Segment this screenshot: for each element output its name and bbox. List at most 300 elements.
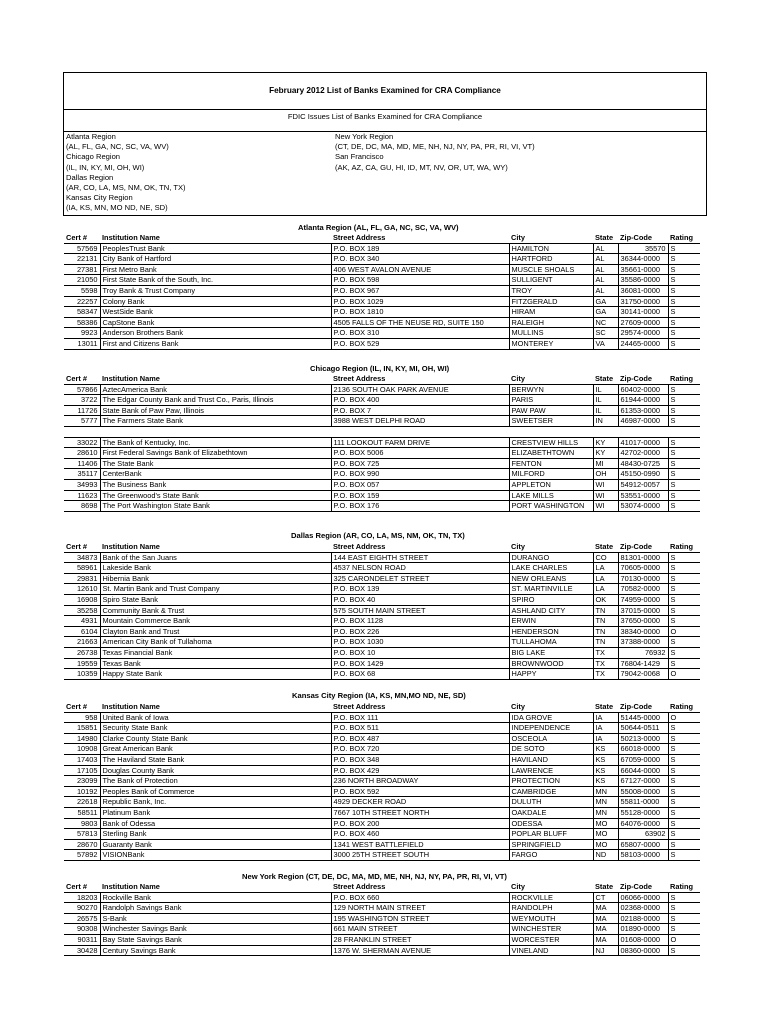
column-header-zip: Zip-Code bbox=[620, 702, 653, 711]
cell-name: Texas Financial Bank bbox=[100, 647, 331, 658]
cell-name: Winchester Savings Bank bbox=[100, 924, 331, 935]
cell-city: ST. MARTINVILLE bbox=[509, 584, 593, 595]
cell-city: PROTECTION bbox=[509, 776, 593, 787]
column-header-zip: Zip-Code bbox=[620, 542, 653, 551]
region-line: (AR, CO, LA, MS, NM, OK, TN, TX) bbox=[66, 183, 186, 193]
cell-city: LAWRENCE bbox=[509, 765, 593, 776]
cell-name: Happy State Bank bbox=[100, 669, 331, 680]
column-header-zip: Zip-Code bbox=[620, 233, 653, 242]
cell-zip: 79042-0068 bbox=[618, 669, 668, 680]
cell-rating: O bbox=[668, 712, 700, 723]
cell-state: MO bbox=[593, 839, 618, 850]
cell-state: AL bbox=[593, 243, 618, 254]
table-header-row bbox=[64, 882, 700, 892]
cell-cert: 23099 bbox=[64, 776, 100, 787]
cell-name: Rockville Bank bbox=[100, 892, 331, 903]
column-header-state: State bbox=[595, 542, 614, 551]
table-row bbox=[64, 637, 700, 648]
cell-zip: 01608-0000 bbox=[618, 934, 668, 945]
cell-name: The Edgar County Bank and Trust Co., Paris, Illinois bbox=[100, 395, 331, 406]
cell-rating: S bbox=[668, 437, 700, 448]
cell-zip: 37388-0000 bbox=[618, 637, 668, 648]
section-title: Dallas Region (AR, CO, LA, MS, NM, OK, TN, TX) bbox=[291, 531, 465, 540]
cell-street: 144 EAST EIGHTH STREET bbox=[331, 552, 509, 563]
cell-name: American City Bank of Tullahoma bbox=[100, 637, 331, 648]
cell-name: PeoplesTrust Bank bbox=[100, 243, 331, 254]
cell-cert: 22131 bbox=[64, 254, 100, 265]
cell-street: 4537 NELSON ROAD bbox=[331, 563, 509, 574]
cell-rating: S bbox=[668, 285, 700, 296]
cell-cert: 27381 bbox=[64, 264, 100, 275]
column-header-street: Street Address bbox=[333, 882, 386, 891]
cell-street: P.O. BOX 529 bbox=[331, 338, 509, 349]
cell-state: MN bbox=[593, 797, 618, 808]
cell-zip: 70605-0000 bbox=[618, 563, 668, 574]
column-header-street: Street Address bbox=[333, 542, 386, 551]
cell-state: AL bbox=[593, 285, 618, 296]
cell-city: MILFORD bbox=[509, 469, 593, 480]
cell-city: POPLAR BLUFF bbox=[509, 829, 593, 840]
cell-street: 3000 25TH STREET SOUTH bbox=[331, 850, 509, 861]
cell-street: 3988 WEST DELPHI ROAD bbox=[331, 416, 509, 427]
cell-state: TX bbox=[593, 658, 618, 669]
cell-name: Texas Bank bbox=[100, 658, 331, 669]
cell-street: 325 CARONDELET STREET bbox=[331, 573, 509, 584]
cell-zip: 36081-0000 bbox=[618, 285, 668, 296]
cell-cert: 5598 bbox=[64, 285, 100, 296]
cell-street: P.O. BOX 429 bbox=[331, 765, 509, 776]
cell-cert: 10359 bbox=[64, 669, 100, 680]
table-row bbox=[64, 338, 700, 349]
column-header-state: State bbox=[595, 882, 614, 891]
cell-state: KY bbox=[593, 448, 618, 459]
cell-state: WI bbox=[593, 490, 618, 501]
table-row bbox=[64, 626, 700, 637]
cell-zip: 76932 bbox=[618, 647, 668, 658]
table-row bbox=[64, 903, 700, 914]
cell-street: P.O. BOX 40 bbox=[331, 594, 509, 605]
cell-name: First Metro Bank bbox=[100, 264, 331, 275]
cell-zip: 38340-0000 bbox=[618, 626, 668, 637]
table-row bbox=[64, 328, 700, 339]
table-row bbox=[64, 469, 700, 480]
cell-rating: S bbox=[668, 776, 700, 787]
column-header-city: City bbox=[511, 702, 525, 711]
cell-rating: S bbox=[668, 892, 700, 903]
cell-rating: S bbox=[668, 850, 700, 861]
cell-zip: 06066-0000 bbox=[618, 892, 668, 903]
cell-city: OSCEOLA bbox=[509, 733, 593, 744]
cell-zip: 76804-1429 bbox=[618, 658, 668, 669]
cell-cert: 13011 bbox=[64, 338, 100, 349]
cell-city: ODESSA bbox=[509, 818, 593, 829]
cell-name: VISIONBank bbox=[100, 850, 331, 861]
cell-zip: 29574-0000 bbox=[618, 328, 668, 339]
cell-street: 575 SOUTH MAIN STREET bbox=[331, 605, 509, 616]
cell-street: P.O. BOX 990 bbox=[331, 469, 509, 480]
cell-state: MA bbox=[593, 903, 618, 914]
cell-zip: 02188-0000 bbox=[618, 913, 668, 924]
cell-name: Bank of Odessa bbox=[100, 818, 331, 829]
cell-cert: 18203 bbox=[64, 892, 100, 903]
cell-rating: S bbox=[668, 744, 700, 755]
bank-table bbox=[64, 233, 700, 350]
cell-street: 7667 10TH STREET NORTH bbox=[331, 807, 509, 818]
column-header-cert: Cert # bbox=[66, 233, 87, 242]
cell-street: P.O. BOX 1128 bbox=[331, 616, 509, 627]
cell-name: Guaranty Bank bbox=[100, 839, 331, 850]
cell-state: GA bbox=[593, 307, 618, 318]
table-row bbox=[64, 924, 700, 935]
table-row bbox=[64, 658, 700, 669]
column-header-city: City bbox=[511, 374, 525, 383]
cell-city: BIG LAKE bbox=[509, 647, 593, 658]
table-row bbox=[64, 395, 700, 406]
cell-street: 4929 DECKER ROAD bbox=[331, 797, 509, 808]
table-row bbox=[64, 416, 700, 427]
cell-zip: 66044-0000 bbox=[618, 765, 668, 776]
cell-street: P.O. BOX 139 bbox=[331, 584, 509, 595]
cell-city: HIRAM bbox=[509, 307, 593, 318]
cell-state: KS bbox=[593, 765, 618, 776]
cell-state: OK bbox=[593, 594, 618, 605]
cell-city: SPIRO bbox=[509, 594, 593, 605]
cell-state: VA bbox=[593, 338, 618, 349]
cell-zip: 30141-0000 bbox=[618, 307, 668, 318]
cell-name: City Bank of Hartford bbox=[100, 254, 331, 265]
cell-zip: 67127-0000 bbox=[618, 776, 668, 787]
cell-rating: S bbox=[668, 733, 700, 744]
cell-cert: 57892 bbox=[64, 850, 100, 861]
cell-name: St. Martin Bank and Trust Company bbox=[100, 584, 331, 595]
cell-zip: 55128-0000 bbox=[618, 807, 668, 818]
cell-street: 111 LOOKOUT FARM DRIVE bbox=[331, 437, 509, 448]
cell-rating: S bbox=[668, 395, 700, 406]
bank-table bbox=[64, 374, 700, 512]
table-row bbox=[64, 552, 700, 563]
cell-rating: S bbox=[668, 945, 700, 956]
cell-street: P.O. BOX 592 bbox=[331, 786, 509, 797]
column-header-zip: Zip-Code bbox=[620, 882, 653, 891]
cell-rating: S bbox=[668, 829, 700, 840]
column-header-zip: Zip-Code bbox=[620, 374, 653, 383]
cell-city: HARTFORD bbox=[509, 254, 593, 265]
cell-cert: 58347 bbox=[64, 307, 100, 318]
cell-street: P.O. BOX 1810 bbox=[331, 307, 509, 318]
cell-cert: 57813 bbox=[64, 829, 100, 840]
cell-state: TX bbox=[593, 669, 618, 680]
table-row bbox=[64, 437, 700, 448]
region-line: (AK, AZ, CA, GU, HI, ID, MT, NV, OR, UT, WA, WY) bbox=[335, 162, 508, 172]
cell-name: The Haviland State Bank bbox=[100, 754, 331, 765]
cell-name: The Greenwood's State Bank bbox=[100, 490, 331, 501]
cell-cert: 17105 bbox=[64, 765, 100, 776]
cell-rating: S bbox=[668, 913, 700, 924]
column-header-name: Institution Name bbox=[102, 233, 160, 242]
cell-street: 195 WASHINGTON STREET bbox=[331, 913, 509, 924]
cell-state: WI bbox=[593, 479, 618, 490]
cell-name: Spiro State Bank bbox=[100, 594, 331, 605]
cell-name: Clayton Bank and Trust bbox=[100, 626, 331, 637]
cell-state: CO bbox=[593, 552, 618, 563]
cell-state: SC bbox=[593, 328, 618, 339]
cell-name: Troy Bank & Trust Company bbox=[100, 285, 331, 296]
cell-state: MI bbox=[593, 458, 618, 469]
cell-state: MA bbox=[593, 913, 618, 924]
region-line: (AL, FL, GA, NC, SC, VA, WV) bbox=[66, 142, 169, 152]
table-row bbox=[64, 501, 700, 512]
cell-rating: O bbox=[668, 626, 700, 637]
cell-name: Bank of the San Juans bbox=[100, 552, 331, 563]
cell-state: KS bbox=[593, 744, 618, 755]
cell-city: ROCKVILLE bbox=[509, 892, 593, 903]
table-row bbox=[64, 850, 700, 861]
cell-rating: S bbox=[668, 296, 700, 307]
document-subtitle: FDIC Issues List of Banks Examined for CRA Compliance bbox=[287, 112, 483, 121]
cell-cert: 958 bbox=[64, 712, 100, 723]
cell-zip: 27609-0000 bbox=[618, 317, 668, 328]
cell-cert: 28670 bbox=[64, 839, 100, 850]
cell-cert: 90308 bbox=[64, 924, 100, 935]
cell-rating: S bbox=[668, 637, 700, 648]
region-line: (CT, DE, DC, MA, MD, ME, NH, NJ, NY, PA, PR, RI, VI, VT) bbox=[335, 142, 535, 152]
cell-cert: 21050 bbox=[64, 275, 100, 286]
cell-street: P.O. BOX 10 bbox=[331, 647, 509, 658]
column-header-rating: Rating bbox=[670, 374, 693, 383]
cell-rating: S bbox=[668, 552, 700, 563]
table-row bbox=[64, 934, 700, 945]
table-row bbox=[64, 296, 700, 307]
cell-street: P.O. BOX 460 bbox=[331, 829, 509, 840]
cell-state: MN bbox=[593, 807, 618, 818]
table-row bbox=[64, 264, 700, 275]
cell-street: P.O. BOX 111 bbox=[331, 712, 509, 723]
cell-state: NC bbox=[593, 317, 618, 328]
cell-name: State Bank of Paw Paw, Illinois bbox=[100, 405, 331, 416]
cell-city: HAVILAND bbox=[509, 754, 593, 765]
cell-street: 2136 SOUTH OAK PARK AVENUE bbox=[331, 384, 509, 395]
cell-zip: 50213-0000 bbox=[618, 733, 668, 744]
cell-city: MUSCLE SHOALS bbox=[509, 264, 593, 275]
cell-name: Peoples Bank of Commerce bbox=[100, 786, 331, 797]
cell-zip: 37650-0000 bbox=[618, 616, 668, 627]
cell-cert: 10192 bbox=[64, 786, 100, 797]
cell-rating: S bbox=[668, 573, 700, 584]
cell-cert: 57569 bbox=[64, 243, 100, 254]
cell-name: Anderson Brothers Bank bbox=[100, 328, 331, 339]
column-header-cert: Cert # bbox=[66, 702, 87, 711]
cell-street: P.O. BOX 720 bbox=[331, 744, 509, 755]
column-header-name: Institution Name bbox=[102, 542, 160, 551]
cell-zip: 60402-0000 bbox=[618, 384, 668, 395]
cell-cert: 9803 bbox=[64, 818, 100, 829]
cell-zip: 46987-0000 bbox=[618, 416, 668, 427]
cell-city: WORCESTER bbox=[509, 934, 593, 945]
table-row bbox=[64, 584, 700, 595]
cell-rating: S bbox=[668, 584, 700, 595]
cell-zip: 02368-0000 bbox=[618, 903, 668, 914]
cell-state: IA bbox=[593, 733, 618, 744]
cell-state: TN bbox=[593, 626, 618, 637]
cell-cert: 26738 bbox=[64, 647, 100, 658]
column-header-cert: Cert # bbox=[66, 374, 87, 383]
cell-city: APPLETON bbox=[509, 479, 593, 490]
table-row bbox=[64, 458, 700, 469]
cell-zip: 64076-0000 bbox=[618, 818, 668, 829]
column-header-state: State bbox=[595, 702, 614, 711]
cell-rating: S bbox=[668, 307, 700, 318]
cell-name: Great American Bank bbox=[100, 744, 331, 755]
column-header-name: Institution Name bbox=[102, 702, 160, 711]
cell-state: MA bbox=[593, 924, 618, 935]
cell-name: Clarke County State Bank bbox=[100, 733, 331, 744]
cell-cert: 15851 bbox=[64, 723, 100, 734]
cell-rating: S bbox=[668, 903, 700, 914]
cell-street: P.O. BOX 1029 bbox=[331, 296, 509, 307]
cell-name: Republic Bank, Inc. bbox=[100, 797, 331, 808]
cell-rating: O bbox=[668, 669, 700, 680]
section-title: Kansas City Region (IA, KS, MN,MO ND, NE, SD) bbox=[292, 691, 466, 700]
cell-cert: 30428 bbox=[64, 945, 100, 956]
column-header-state: State bbox=[595, 233, 614, 242]
cell-state: IA bbox=[593, 712, 618, 723]
column-header-rating: Rating bbox=[670, 882, 693, 891]
cell-state: AL bbox=[593, 264, 618, 275]
cell-zip: 53551-0000 bbox=[618, 490, 668, 501]
cell-name: Security State Bank bbox=[100, 723, 331, 734]
cell-state: WI bbox=[593, 501, 618, 512]
region-line: (IA, KS, MN, MO ND, NE, SD) bbox=[66, 203, 168, 213]
cell-rating: S bbox=[668, 594, 700, 605]
cell-cert: 90270 bbox=[64, 903, 100, 914]
cell-city: FITZGERALD bbox=[509, 296, 593, 307]
cell-cert: 33022 bbox=[64, 437, 100, 448]
column-header-city: City bbox=[511, 882, 525, 891]
column-header-city: City bbox=[511, 542, 525, 551]
table-row bbox=[64, 254, 700, 265]
cell-zip: 81301-0000 bbox=[618, 552, 668, 563]
cell-street: 129 NORTH MAIN STREET bbox=[331, 903, 509, 914]
cell-city: OAKDALE bbox=[509, 807, 593, 818]
cell-street: 661 MAIN STREET bbox=[331, 924, 509, 935]
cell-cert: 34873 bbox=[64, 552, 100, 563]
regions-left-list bbox=[66, 132, 186, 214]
cell-state: IL bbox=[593, 395, 618, 406]
cell-street: P.O. BOX 660 bbox=[331, 892, 509, 903]
cell-city: SULLIGENT bbox=[509, 275, 593, 286]
cell-cert: 35258 bbox=[64, 605, 100, 616]
table-row bbox=[64, 594, 700, 605]
cell-street: P.O. BOX 725 bbox=[331, 458, 509, 469]
cell-street: P.O. BOX 226 bbox=[331, 626, 509, 637]
cell-zip: 70582-0000 bbox=[618, 584, 668, 595]
table-row bbox=[64, 405, 700, 416]
cell-zip: 24465-0000 bbox=[618, 338, 668, 349]
section-title: Atlanta Region (AL, FL, GA, NC, SC, VA, WV) bbox=[298, 223, 459, 232]
cell-zip: 01890-0000 bbox=[618, 924, 668, 935]
cell-city: ELIZABETHTOWN bbox=[509, 448, 593, 459]
region-line: Kansas City Region bbox=[66, 193, 133, 203]
cell-city: SWEETSER bbox=[509, 416, 593, 427]
cell-state: TN bbox=[593, 616, 618, 627]
cell-rating: S bbox=[668, 328, 700, 339]
cell-cert: 22618 bbox=[64, 797, 100, 808]
cell-city: TULLAHOMA bbox=[509, 637, 593, 648]
cell-cert: 14980 bbox=[64, 733, 100, 744]
cell-state: LA bbox=[593, 573, 618, 584]
table-header-row bbox=[64, 374, 700, 384]
cell-zip: 63902 bbox=[618, 829, 668, 840]
cell-cert: 58961 bbox=[64, 563, 100, 574]
cell-street: P.O. BOX 159 bbox=[331, 490, 509, 501]
cell-city: FENTON bbox=[509, 458, 593, 469]
cell-cert: 11406 bbox=[64, 458, 100, 469]
table-header-row bbox=[64, 702, 700, 712]
cell-rating: S bbox=[668, 647, 700, 658]
cell-rating: S bbox=[668, 723, 700, 734]
cell-street: 236 NORTH BROADWAY bbox=[331, 776, 509, 787]
cell-name: Platinum Bank bbox=[100, 807, 331, 818]
cell-cert: 34993 bbox=[64, 479, 100, 490]
column-header-cert: Cert # bbox=[66, 882, 87, 891]
cell-street: 406 WEST AVALON AVENUE bbox=[331, 264, 509, 275]
cell-name: AztecAmerica Bank bbox=[100, 384, 331, 395]
cell-name: Hibernia Bank bbox=[100, 573, 331, 584]
table-row bbox=[64, 807, 700, 818]
table-row bbox=[64, 744, 700, 755]
cell-cert: 6104 bbox=[64, 626, 100, 637]
cell-state: AL bbox=[593, 254, 618, 265]
table-row bbox=[64, 605, 700, 616]
cell-zip: 37015-0000 bbox=[618, 605, 668, 616]
cell-street: P.O. BOX 310 bbox=[331, 328, 509, 339]
column-header-street: Street Address bbox=[333, 374, 386, 383]
region-line: Chicago Region bbox=[66, 152, 121, 162]
cell-city: PORT WASHINGTON bbox=[509, 501, 593, 512]
cell-cert: 3722 bbox=[64, 395, 100, 406]
cell-name: United Bank of Iowa bbox=[100, 712, 331, 723]
cell-city: BERWYN bbox=[509, 384, 593, 395]
table-row bbox=[64, 723, 700, 734]
cell-zip: 53074-0000 bbox=[618, 501, 668, 512]
cell-city: DE SOTO bbox=[509, 744, 593, 755]
cell-rating: S bbox=[668, 616, 700, 627]
table-row bbox=[64, 573, 700, 584]
cell-name: CenterBank bbox=[100, 469, 331, 480]
cell-zip: 67059-0000 bbox=[618, 754, 668, 765]
table-row bbox=[64, 776, 700, 787]
cell-city: LAKE CHARLES bbox=[509, 563, 593, 574]
cell-state: MO bbox=[593, 818, 618, 829]
cell-rating: S bbox=[668, 818, 700, 829]
cell-state: GA bbox=[593, 296, 618, 307]
column-header-city: City bbox=[511, 233, 525, 242]
column-header-name: Institution Name bbox=[102, 882, 160, 891]
table-row bbox=[64, 754, 700, 765]
table-row bbox=[64, 563, 700, 574]
cell-city: CAMBRIDGE bbox=[509, 786, 593, 797]
cell-city: MONTEREY bbox=[509, 338, 593, 349]
table-row bbox=[64, 712, 700, 723]
cell-name: First and Citizens Bank bbox=[100, 338, 331, 349]
cell-name: WestSide Bank bbox=[100, 307, 331, 318]
table-row bbox=[64, 913, 700, 924]
cell-name: Mountain Commerce Bank bbox=[100, 616, 331, 627]
cell-cert: 5777 bbox=[64, 416, 100, 427]
cell-state: ND bbox=[593, 850, 618, 861]
cell-street: P.O. BOX 598 bbox=[331, 275, 509, 286]
cell-cert: 29831 bbox=[64, 573, 100, 584]
